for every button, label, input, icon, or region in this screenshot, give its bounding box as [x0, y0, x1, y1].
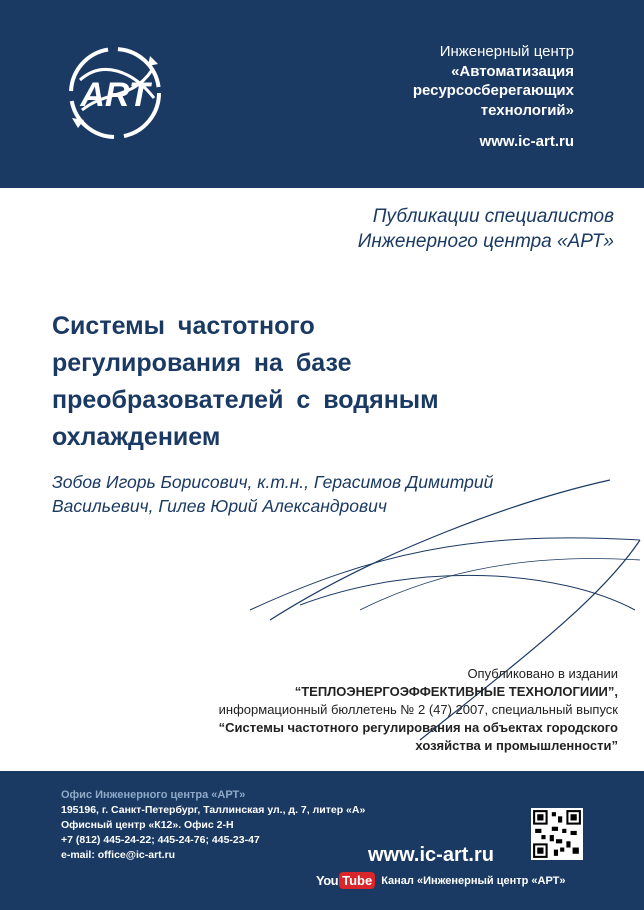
title-line-1: Системы частотного	[52, 312, 315, 340]
title-line-3: преобразователей с водяным	[52, 386, 439, 414]
header-website-link[interactable]: www.ic-art.ru	[479, 133, 574, 150]
art-logo-icon	[62, 40, 168, 146]
published-line-3: информационный бюллетень № 2 (47) 2007, специальный выпуск	[218, 702, 618, 717]
office-title: Офис Инженерного центра «АРТ»	[61, 789, 246, 801]
office-address: 195196, г. Санкт-Петербург, Таллинская ул., д. 7, литер «А»	[61, 804, 366, 816]
organization-name	[413, 42, 574, 152]
authors-line-1: Зобов Игорь Борисович, к.т.н., Герасимов Димитрий	[52, 472, 494, 492]
logo-text: ART	[80, 76, 150, 114]
youtube-channel-label: Канал «Инженерный центр «АРТ»	[381, 874, 566, 887]
org-line-2: «Автоматизация	[451, 62, 574, 80]
article-title	[52, 308, 592, 456]
office-phones: +7 (812) 445-24-22; 445-24-76; 445-23-47	[61, 834, 260, 846]
publications-label	[358, 204, 614, 254]
footer-banner	[0, 771, 644, 910]
office-email[interactable]: e-mail: office@ic-art.ru	[61, 849, 176, 861]
office-center: Офисный центр «К12». Офис 2-Н	[61, 819, 234, 831]
header-banner	[0, 0, 644, 188]
org-line-4: технологий»	[480, 101, 574, 119]
published-line-4: “Системы частотного регулирования на объектах городского	[218, 720, 618, 735]
footer-website-link[interactable]: www.ic-art.ru	[368, 844, 494, 866]
publications-line-2: Инженерного центра «АРТ»	[357, 231, 614, 252]
publications-line-1: Публикации специалистов	[372, 206, 614, 227]
publication-info	[219, 665, 618, 755]
youtube-logo-you: You	[316, 873, 339, 888]
org-line-3: ресурсосберегающих	[412, 82, 574, 99]
published-line-2: “ТЕПЛОЭНЕРГОЭФФЕКТИВНЫЕ ТЕХНОЛОГИИИ”,	[294, 684, 618, 699]
office-contacts	[61, 788, 365, 863]
article-authors	[52, 470, 592, 518]
title-line-4: охлаждением	[52, 423, 221, 451]
youtube-logo-tube: Tube	[339, 872, 375, 889]
authors-line-2: Васильевич, Гилев Юрий Александрович	[52, 496, 387, 516]
published-line-1: Опубликовано в издании	[467, 666, 618, 681]
qr-code-icon	[531, 808, 583, 860]
title-line-2: регулирования на базе	[52, 349, 352, 377]
org-line-1: Инженерный центр	[439, 43, 574, 60]
published-line-5: хозяйства и промышленности”	[415, 738, 618, 753]
youtube-channel-link[interactable]	[316, 872, 566, 889]
